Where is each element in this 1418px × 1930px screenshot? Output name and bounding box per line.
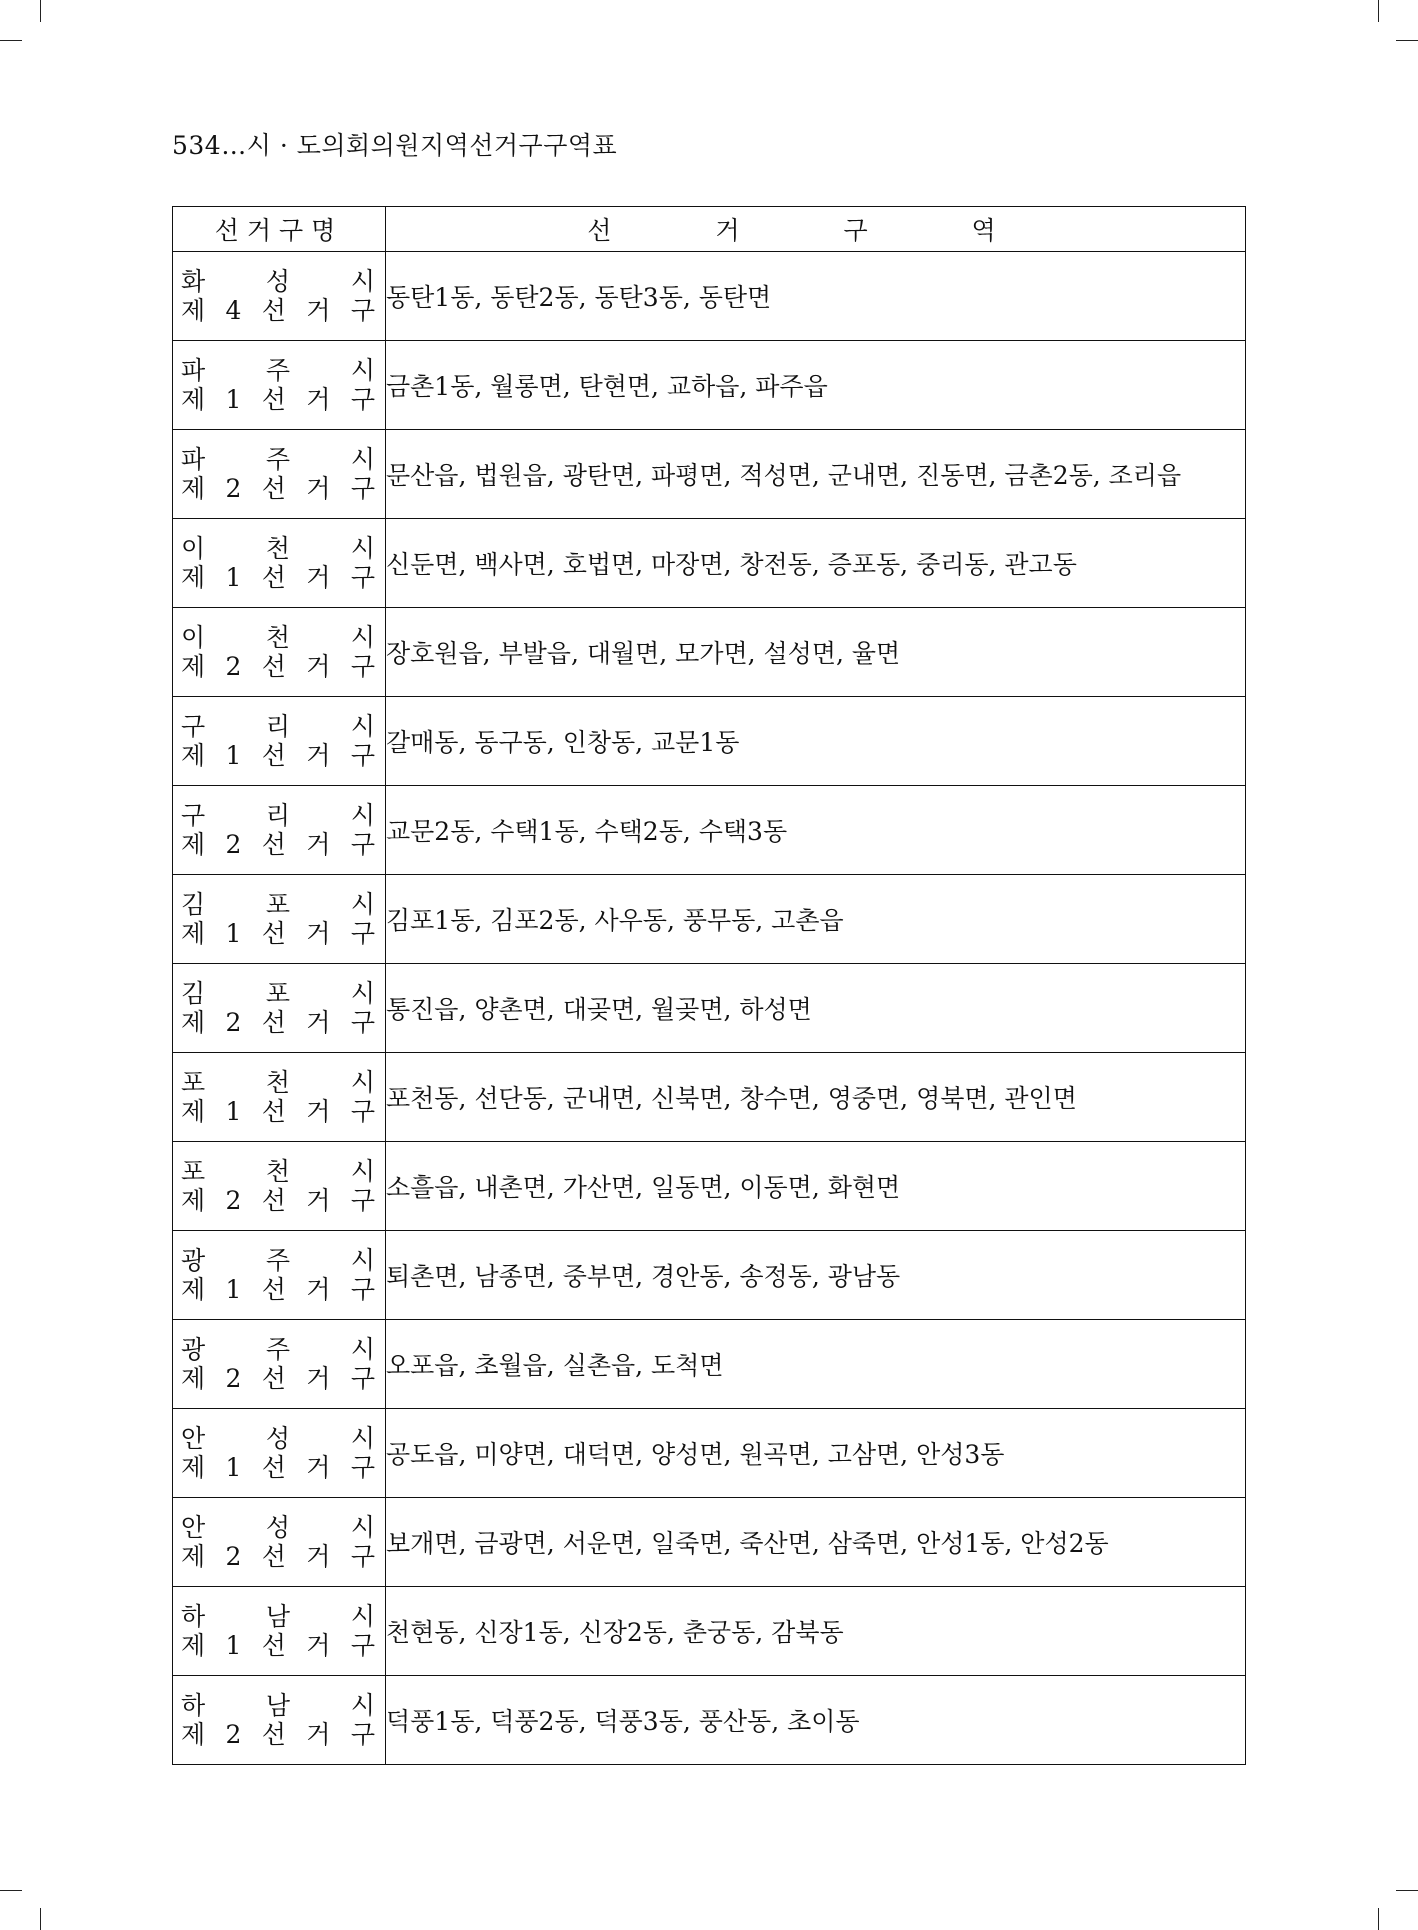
name-char: 거 — [306, 1186, 331, 1215]
name-char: 제 — [181, 1631, 206, 1660]
name-char: 1 — [225, 563, 242, 592]
name-char: 2 — [225, 652, 242, 681]
district-city — [173, 356, 385, 385]
table-row — [173, 786, 1246, 875]
district-name — [173, 1409, 386, 1498]
name-char: 구 — [350, 1631, 375, 1660]
district-number — [173, 1631, 385, 1660]
district-area: 교문2동, 수택1동, 수택2동, 수택3동 — [386, 786, 1246, 875]
district-area: 문산읍, 법원읍, 광탄면, 파평면, 적성면, 군내면, 진동면, 금촌2동, 조리읍 — [386, 430, 1246, 519]
name-char: 성 — [265, 1513, 291, 1542]
name-char: 1 — [225, 385, 242, 414]
name-char: 포 — [265, 979, 291, 1008]
name-char: 구 — [350, 1542, 375, 1571]
name-char: 1 — [225, 741, 242, 770]
district-number — [173, 296, 385, 325]
district-name — [173, 1320, 386, 1409]
name-char: 거 — [306, 1542, 331, 1571]
crop-mark — [1378, 1908, 1379, 1930]
district-area: 소흘읍, 내촌면, 가산면, 일동면, 이동면, 화현면 — [386, 1142, 1246, 1231]
district-table — [172, 206, 1246, 1765]
name-char: 구 — [350, 1097, 375, 1126]
name-char: 포 — [181, 1157, 206, 1186]
name-char: 파 — [181, 445, 206, 474]
name-char: 시 — [350, 712, 375, 741]
district-number — [173, 1364, 385, 1393]
district-area: 금촌1동, 월롱면, 탄현면, 교하읍, 파주읍 — [386, 341, 1246, 430]
district-name — [173, 519, 386, 608]
name-char: 제 — [181, 652, 206, 681]
district-name — [173, 1231, 386, 1320]
name-char: 포 — [265, 890, 291, 919]
name-char: 선 — [261, 741, 286, 770]
table-row — [173, 1231, 1246, 1320]
name-char: 거 — [306, 1097, 331, 1126]
table-row — [173, 875, 1246, 964]
name-char: 주 — [265, 1335, 291, 1364]
district-area: 퇴촌면, 남종면, 중부면, 경안동, 송정동, 광남동 — [386, 1231, 1246, 1320]
name-char: 제 — [181, 474, 206, 503]
name-char: 거 — [306, 1453, 331, 1482]
name-char: 1 — [225, 1453, 242, 1482]
name-char: 선 — [261, 1275, 286, 1304]
name-char: 구 — [350, 1364, 375, 1393]
district-city — [173, 623, 385, 652]
district-name — [173, 786, 386, 875]
name-char: 2 — [225, 1720, 242, 1749]
name-char: 제 — [181, 1008, 206, 1037]
district-area: 공도읍, 미양면, 대덕면, 양성면, 원곡면, 고삼면, 안성3동 — [386, 1409, 1246, 1498]
name-char: 선 — [261, 1364, 286, 1393]
name-char: 선 — [261, 919, 286, 948]
district-city — [173, 712, 385, 741]
name-char: 시 — [350, 801, 375, 830]
name-char: 안 — [181, 1424, 206, 1453]
name-char: 구 — [181, 801, 206, 830]
table-row — [173, 1320, 1246, 1409]
district-name — [173, 1587, 386, 1676]
district-area: 갈매동, 동구동, 인창동, 교문1동 — [386, 697, 1246, 786]
district-number — [173, 741, 385, 770]
name-char: 제 — [181, 296, 206, 325]
name-char: 제 — [181, 385, 206, 414]
name-char: 구 — [350, 1275, 375, 1304]
name-char: 시 — [350, 890, 375, 919]
table-row — [173, 519, 1246, 608]
district-area: 동탄1동, 동탄2동, 동탄3동, 동탄면 — [386, 252, 1246, 341]
name-char: 선 — [261, 1720, 286, 1749]
district-city — [173, 890, 385, 919]
name-char: 거 — [306, 1364, 331, 1393]
name-char: 제 — [181, 1364, 206, 1393]
district-city — [173, 1068, 385, 1097]
name-char: 시 — [350, 1157, 375, 1186]
district-city — [173, 445, 385, 474]
name-char: 주 — [265, 356, 291, 385]
name-char: 제 — [181, 1720, 206, 1749]
name-char: 하 — [181, 1691, 206, 1720]
crop-mark — [1396, 40, 1418, 41]
name-char: 천 — [265, 534, 291, 563]
district-area: 김포1동, 김포2동, 사우동, 풍무동, 고촌읍 — [386, 875, 1246, 964]
name-char: 선 — [261, 652, 286, 681]
table-row — [173, 252, 1246, 341]
district-name — [173, 430, 386, 519]
table-row — [173, 1409, 1246, 1498]
name-char: 시 — [350, 1602, 375, 1631]
district-area: 신둔면, 백사면, 호법면, 마장면, 창전동, 증포동, 중리동, 관고동 — [386, 519, 1246, 608]
name-char: 시 — [350, 445, 375, 474]
name-char: 시 — [350, 1424, 375, 1453]
column-header-name: 선거구명 — [173, 207, 386, 252]
district-city — [173, 979, 385, 1008]
name-char: 이 — [181, 534, 206, 563]
district-number — [173, 919, 385, 948]
name-char: 이 — [181, 623, 206, 652]
name-char: 2 — [225, 830, 242, 859]
name-char: 포 — [181, 1068, 206, 1097]
name-char: 김 — [181, 890, 206, 919]
name-char: 천 — [265, 1068, 291, 1097]
name-char: 구 — [350, 652, 375, 681]
district-area: 보개면, 금광면, 서운면, 일죽면, 죽산면, 삼죽면, 안성1동, 안성2동 — [386, 1498, 1246, 1587]
name-char: 선 — [261, 1008, 286, 1037]
name-char: 시 — [350, 267, 375, 296]
crop-mark — [40, 1908, 41, 1930]
table-row — [173, 1676, 1246, 1765]
name-char: 파 — [181, 356, 206, 385]
district-city — [173, 1424, 385, 1453]
crop-mark — [1396, 1890, 1418, 1891]
crop-mark — [0, 40, 22, 41]
name-char: 4 — [225, 296, 242, 325]
name-char: 거 — [306, 919, 331, 948]
district-city — [173, 534, 385, 563]
name-char: 1 — [225, 919, 242, 948]
name-char: 1 — [225, 1097, 242, 1126]
name-char: 2 — [225, 1008, 242, 1037]
name-char: 제 — [181, 741, 206, 770]
name-char: 리 — [265, 801, 291, 830]
name-char: 구 — [350, 1008, 375, 1037]
name-char: 선 — [261, 1097, 286, 1126]
district-number — [173, 385, 385, 414]
name-char: 제 — [181, 1453, 206, 1482]
name-char: 광 — [181, 1246, 206, 1275]
name-char: 하 — [181, 1602, 206, 1631]
name-char: 선 — [261, 1631, 286, 1660]
name-char: 1 — [225, 1275, 242, 1304]
name-char: 거 — [306, 563, 331, 592]
name-char: 2 — [225, 474, 242, 503]
name-char: 선 — [261, 474, 286, 503]
name-char: 구 — [350, 830, 375, 859]
name-char: 1 — [225, 1631, 242, 1660]
district-name — [173, 252, 386, 341]
name-char: 시 — [350, 1335, 375, 1364]
name-char: 시 — [350, 1068, 375, 1097]
district-area: 오포읍, 초월읍, 실촌읍, 도척면 — [386, 1320, 1246, 1409]
district-city — [173, 1513, 385, 1542]
name-char: 구 — [350, 385, 375, 414]
district-city — [173, 1246, 385, 1275]
name-char: 거 — [306, 296, 331, 325]
district-area: 통진읍, 양촌면, 대곶면, 월곶면, 하성면 — [386, 964, 1246, 1053]
name-char: 선 — [261, 1453, 286, 1482]
name-char: 제 — [181, 1097, 206, 1126]
district-name — [173, 1142, 386, 1231]
table-header-row — [173, 207, 1246, 252]
crop-mark — [1378, 0, 1379, 22]
name-char: 시 — [350, 979, 375, 1008]
name-char: 주 — [265, 445, 291, 474]
column-header-area: 선 거 구 역 — [386, 207, 1246, 252]
district-area: 천현동, 신장1동, 신장2동, 춘궁동, 감북동 — [386, 1587, 1246, 1676]
table-row — [173, 608, 1246, 697]
name-char: 거 — [306, 1275, 331, 1304]
name-char: 천 — [265, 1157, 291, 1186]
name-char: 제 — [181, 563, 206, 592]
district-number — [173, 1008, 385, 1037]
district-city — [173, 1157, 385, 1186]
crop-mark — [40, 0, 41, 22]
district-number — [173, 1186, 385, 1215]
name-char: 성 — [265, 1424, 291, 1453]
name-char: 거 — [306, 474, 331, 503]
table-row — [173, 1587, 1246, 1676]
name-char: 김 — [181, 979, 206, 1008]
name-char: 주 — [265, 1246, 291, 1275]
district-city — [173, 1602, 385, 1631]
name-char: 시 — [350, 1513, 375, 1542]
name-char: 광 — [181, 1335, 206, 1364]
district-number — [173, 1720, 385, 1749]
name-char: 구 — [350, 919, 375, 948]
name-char: 제 — [181, 1542, 206, 1571]
name-char: 제 — [181, 1275, 206, 1304]
name-char: 구 — [350, 563, 375, 592]
name-char: 시 — [350, 623, 375, 652]
district-area: 포천동, 선단동, 군내면, 신북면, 창수면, 영중면, 영북면, 관인면 — [386, 1053, 1246, 1142]
name-char: 시 — [350, 356, 375, 385]
name-char: 2 — [225, 1542, 242, 1571]
name-char: 구 — [350, 1186, 375, 1215]
district-city — [173, 1691, 385, 1720]
district-city — [173, 1335, 385, 1364]
name-char: 시 — [350, 534, 375, 563]
name-char: 거 — [306, 1631, 331, 1660]
name-char: 남 — [265, 1691, 291, 1720]
table-row — [173, 964, 1246, 1053]
name-char: 구 — [181, 712, 206, 741]
name-char: 선 — [261, 1542, 286, 1571]
name-char: 성 — [265, 267, 291, 296]
name-char: 선 — [261, 1186, 286, 1215]
name-char: 선 — [261, 385, 286, 414]
district-name — [173, 964, 386, 1053]
name-char: 남 — [265, 1602, 291, 1631]
name-char: 거 — [306, 1720, 331, 1749]
name-char: 거 — [306, 652, 331, 681]
name-char: 제 — [181, 1186, 206, 1215]
name-char: 구 — [350, 1453, 375, 1482]
name-char: 거 — [306, 830, 331, 859]
district-number — [173, 830, 385, 859]
name-char: 제 — [181, 830, 206, 859]
name-char: 2 — [225, 1364, 242, 1393]
district-number — [173, 474, 385, 503]
name-char: 거 — [306, 385, 331, 414]
name-char: 리 — [265, 712, 291, 741]
name-char: 2 — [225, 1186, 242, 1215]
district-city — [173, 801, 385, 830]
district-name — [173, 1498, 386, 1587]
district-name — [173, 1676, 386, 1765]
table-row — [173, 697, 1246, 786]
district-number — [173, 1275, 385, 1304]
name-char: 구 — [350, 474, 375, 503]
name-char: 천 — [265, 623, 291, 652]
district-area: 장호원읍, 부발읍, 대월면, 모가면, 설성면, 율면 — [386, 608, 1246, 697]
name-char: 거 — [306, 741, 331, 770]
table-row — [173, 341, 1246, 430]
district-name — [173, 875, 386, 964]
district-name — [173, 608, 386, 697]
table-row — [173, 1498, 1246, 1587]
page-header: 534…시 · 도의회의원지역선거구구역표 — [172, 131, 618, 160]
name-char: 시 — [350, 1246, 375, 1275]
name-char: 구 — [350, 741, 375, 770]
district-name — [173, 697, 386, 786]
table-row — [173, 430, 1246, 519]
table-row — [173, 1053, 1246, 1142]
district-area: 덕풍1동, 덕풍2동, 덕풍3동, 풍산동, 초이동 — [386, 1676, 1246, 1765]
name-char: 시 — [350, 1691, 375, 1720]
name-char: 선 — [261, 830, 286, 859]
name-char: 안 — [181, 1513, 206, 1542]
name-char: 선 — [261, 563, 286, 592]
table-row — [173, 1142, 1246, 1231]
district-number — [173, 563, 385, 592]
name-char: 구 — [350, 296, 375, 325]
name-char: 제 — [181, 919, 206, 948]
name-char: 화 — [181, 267, 206, 296]
name-char: 선 — [261, 296, 286, 325]
district-name — [173, 1053, 386, 1142]
name-char: 구 — [350, 1720, 375, 1749]
name-char: 거 — [306, 1008, 331, 1037]
crop-mark — [0, 1890, 22, 1891]
district-number — [173, 652, 385, 681]
district-number — [173, 1542, 385, 1571]
district-number — [173, 1453, 385, 1482]
district-number — [173, 1097, 385, 1126]
district-name — [173, 341, 386, 430]
district-city — [173, 267, 385, 296]
